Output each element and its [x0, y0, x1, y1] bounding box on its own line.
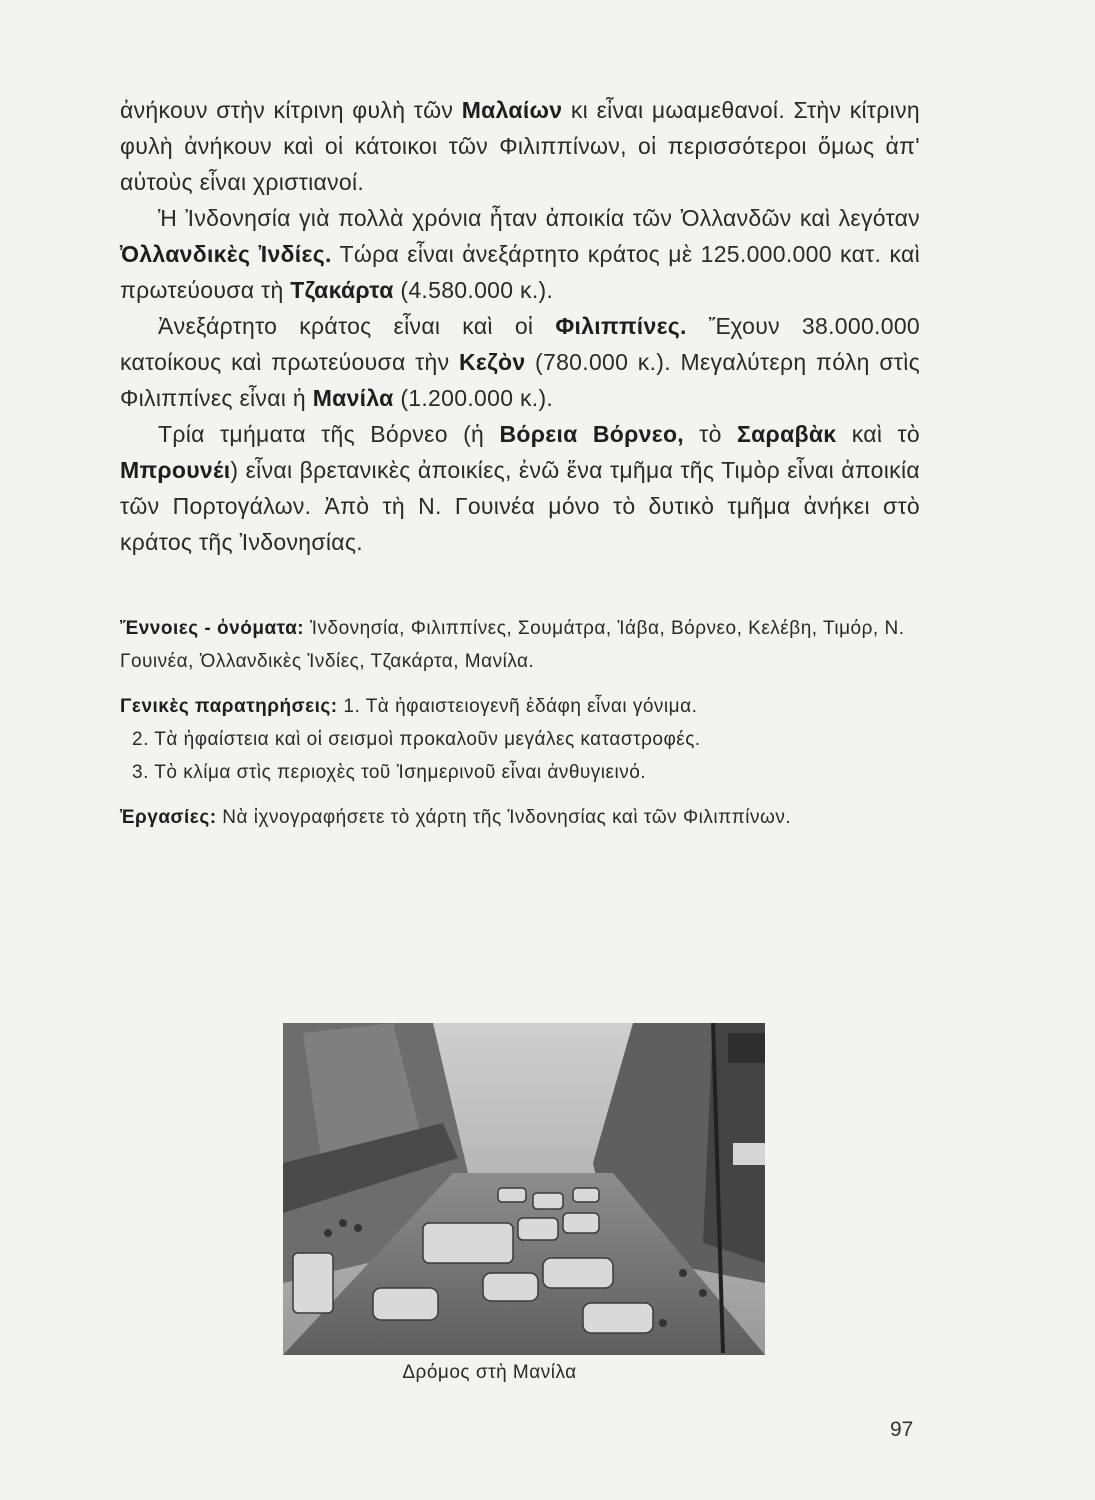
- term-sarawak: Σαραβὰκ: [737, 421, 837, 447]
- shop-sign-lower: [733, 1143, 765, 1165]
- paragraph-3: Ἀνεξάρτητο κράτος εἶναι καὶ οἱ Φιλιππίνες. Ἔχουν 38.000.000 κατοίκους καὶ πρωτεύουσα τὴν Κεζὸν (780.000 κ.). Μεγαλύτερη πόλη στὶς Φιλιππίνες εἶναι ἡ Μανίλα (1.200.000 κ.).: [120, 313, 921, 411]
- jeepney: [563, 1213, 599, 1233]
- truck: [293, 1253, 333, 1313]
- tasks-block: [120, 801, 920, 834]
- jeepney: [533, 1193, 563, 1209]
- paragraph-2: Ἡ Ἰνδονησία γιὰ πολλὰ χρόνια ἦταν ἀποικία τῶν Ὀλλανδῶν καὶ λεγόταν Ὀλλανδικὲς Ἰνδίες. Τώρα εἶναι ἀνεξάρτητο κράτος μὲ 125.000.000 κατ. καὶ πρωτεύουσα τὴ Τζακάρτα (4.580.000 κ.).: [120, 205, 920, 303]
- bus: [423, 1223, 513, 1263]
- jeepney: [518, 1218, 558, 1240]
- street-photo: [283, 1023, 765, 1355]
- main-text: [120, 92, 920, 560]
- term-philippines: Φιλιππίνες.: [555, 313, 687, 339]
- term-dutch-indies: Ὀλλανδικὲς Ἰνδίες.: [120, 241, 332, 267]
- term-manila: Μανίλα: [312, 385, 394, 411]
- photo-caption: Δρόμος στὴ Μανίλα: [402, 1362, 577, 1383]
- term-quezon: Κεζὸν: [459, 349, 526, 375]
- term-north-borneo: Βόρεια Βόρνεο,: [499, 421, 684, 447]
- concepts-label: Ἔννοιες - ὀνόματα:: [120, 618, 305, 639]
- manila-street-photo: [283, 1023, 765, 1355]
- observations-label: Γενικὲς παρατηρήσεις:: [120, 696, 338, 717]
- paragraph-4: Τρία τμήματα τῆς Βόρνεο (ἡ Βόρεια Βόρνεο, τὸ Σαραβὰκ καὶ τὸ Μπρουνέι) εἶναι βρετανικὲς ἀποικίες, ἐνῶ ἕνα τμῆμα τῆς Τιμὸρ εἶναι ἀποικία τῶν Πορτογάλων. Ἀπὸ τὴ Ν. Γουινέα μόνο τὸ δυτικὸ τμῆμα ἀνήκει στὸ κράτος τῆς Ἰνδονησίας.: [120, 421, 920, 555]
- observation-item: 1. Τὰ ἡφαιστειογενῆ ἐδάφη εἶναι γόνιμα.: [343, 696, 698, 717]
- observation-item: 3. Τὸ κλίμα στὶς περιοχὲς τοῦ Ἰσημερινοῦ εἶναι ἀνθυγιεινό.: [132, 762, 647, 783]
- notes-section: [120, 612, 920, 846]
- term-malays: Μαλαίων: [461, 97, 563, 123]
- jeepney: [573, 1188, 599, 1202]
- concepts-block: [120, 612, 920, 678]
- concepts-text: Ἰνδονησία, Φιλιππίνες, Σουμάτρα, Ἰάβα, Βόρνεο, Κελέβη, Τιμόρ, Ν. Γουινέα, Ὀλλανδικὲς Ἰνδίες, Τζακάρτα, Μανίλα.: [120, 618, 905, 672]
- car: [583, 1303, 653, 1333]
- tasks-text: Νὰ ἰχνογραφήσετε τὸ χάρτη τῆς Ἰνδονησίας καὶ τῶν Φιλιππίνων.: [216, 807, 792, 828]
- term-brunei: Μπρουνέι: [120, 457, 231, 483]
- observation-item: 2. Τὰ ἡφαίστεια καὶ οἱ σεισμοὶ προκαλοῦν μεγάλες καταστροφές.: [132, 729, 701, 750]
- term-jakarta: Τζακάρτα: [290, 277, 394, 303]
- tasks-label: Ἐργασίες:: [120, 807, 217, 828]
- car: [543, 1258, 613, 1288]
- page-number: 97: [890, 1418, 914, 1441]
- shop-sign: [728, 1033, 765, 1063]
- jeepney: [498, 1188, 526, 1202]
- car: [373, 1288, 438, 1320]
- paragraph-1: ἀνήκουν στὴν κίτρινη φυλὴ τῶν Μαλαίων κι εἶναι μωαμεθανοί. Στὴν κίτρινη φυλὴ ἀνήκουν καὶ οἱ κάτοικοι τῶν Φιλιππίνων, οἱ περισσότεροι ὅμως ἀπ' αὐτοὺς εἶναι χριστιανοί.: [120, 97, 920, 195]
- observations-block: [120, 690, 920, 789]
- car: [483, 1273, 538, 1301]
